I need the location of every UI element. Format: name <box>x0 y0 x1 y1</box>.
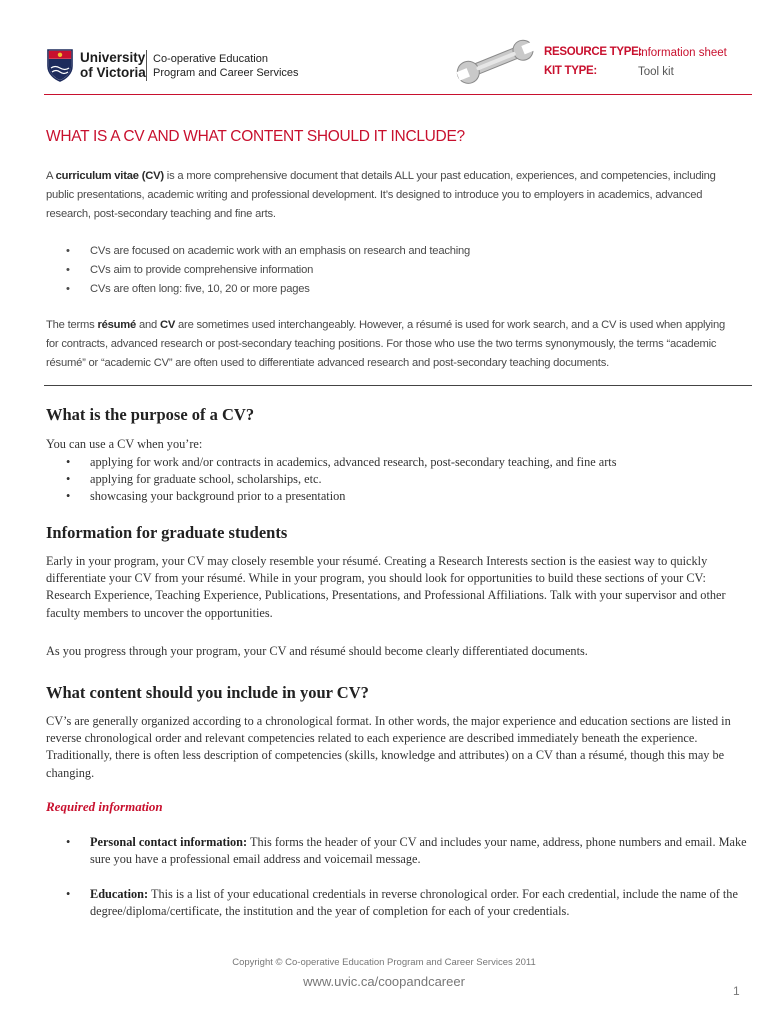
purpose-heading: What is the purpose of a CV? <box>46 405 255 424</box>
department-name: Co-operative Education Program and Career Services <box>153 53 299 79</box>
list-item: • CVs are often long: five, 10, 20 or more pages <box>66 283 310 295</box>
kit-type-value: Tool kit <box>638 66 674 78</box>
required-information-label: Required information <box>46 799 163 814</box>
resource-type-label: RESOURCE TYPE: <box>544 46 643 58</box>
list-item: • CVs aim to provide comprehensive information <box>66 264 314 276</box>
intro-paragraph: A curriculum vitae (CV) is a more comprehensive document that details ALL your past education, experiences, and competencies, including public presentations, academic writing and professional development. It’s designed to introduce you to employers in academics, advanced research, post-secondary teaching and fine arts. <box>46 170 716 220</box>
header-rule <box>44 94 752 95</box>
kit-type-row <box>544 62 597 80</box>
purpose-lead: You can use a CV when you’re: <box>46 437 203 451</box>
list-item: • applying for work and/or contracts in academics, advanced research, post-secondary teaching, and fine arts <box>66 455 617 469</box>
list-item: • Personal contact information: This forms the header of your CV and includes your name, address, phone numbers and email. Make sure you have a professional email address and voicemail message. <box>66 835 747 866</box>
section-divider <box>44 385 752 386</box>
university-crest-icon <box>46 48 74 82</box>
kit-type-label: KIT TYPE: <box>544 65 597 77</box>
list-item: • showcasing your background prior to a presentation <box>66 489 346 503</box>
resource-type-value: Information sheet <box>638 47 727 59</box>
page-number: 1 <box>733 984 740 998</box>
kit-type-value-wrap <box>638 63 674 81</box>
logo-divider <box>146 50 147 81</box>
graduate-paragraph: Early in your program, your CV may closely resemble your résumé. Creating a Research Interests section is the easiest way to quickly differentiate your CV from your résumé. While in your program, you should look for opportunities to build these sections of your CV: Research Experience, Teaching Experience, Publications, Presentations, and Professional Affiliations. Talk with your supervisor and other faculty members to uncover the opportunities. <box>46 554 726 620</box>
graduate-paragraph-2: As you progress through your program, your CV and résumé should become clearly differentiated documents. <box>46 644 588 658</box>
copyright-notice: Copyright © Co-operative Education Program and Career Services 2011 <box>232 957 536 968</box>
item-term: Education: <box>90 887 149 901</box>
page-title: WHAT IS A CV AND WHAT CONTENT SHOULD IT INCLUDE? <box>46 128 465 145</box>
resource-type-value-wrap <box>638 44 727 62</box>
content-heading: What content should you include in your CV? <box>46 683 369 702</box>
list-item: • CVs are focused on academic work with an emphasis on research and teaching <box>66 245 471 257</box>
list-item: • Education: This is a list of your educational credentials in reverse chronological order. For each credential, include the name of the degree/diploma/certificate, the institution and the year of completion for each of your credentials. <box>66 887 738 918</box>
cv-term: curriculum vitae (CV) <box>55 170 164 182</box>
list-item: • applying for graduate school, scholarships, etc. <box>66 472 322 486</box>
website-link[interactable]: www.uvic.ca/coopandcareer <box>303 974 465 989</box>
item-term: Personal contact information: <box>90 835 248 849</box>
content-paragraph: CV’s are generally organized according to a chronological format. In other words, the major experience and education sections are listed in reverse chronological order and relevant competencies related to each experience are described immediately beneath the experience. Traditionally, there is often less description of competencies (skills, knowledge and attributes) on a CV than a résumé, though this may be changing. <box>46 714 731 780</box>
wrench-icon <box>455 30 535 92</box>
graduate-heading: Information for graduate students <box>46 523 288 542</box>
terms-paragraph: The terms résumé and CV are sometimes used interchangeably. However, a résumé is used for work search, and a CV is used when applying for contracts, advanced research or post-secondary teaching positions. For those who use the two terms synonymously, the terms “academic résumé” or “academic CV” are often used to differentiate advanced research and post-secondary teaching documents. <box>46 319 726 369</box>
university-name: University of Victoria <box>80 50 146 80</box>
resource-type-row <box>544 43 642 61</box>
